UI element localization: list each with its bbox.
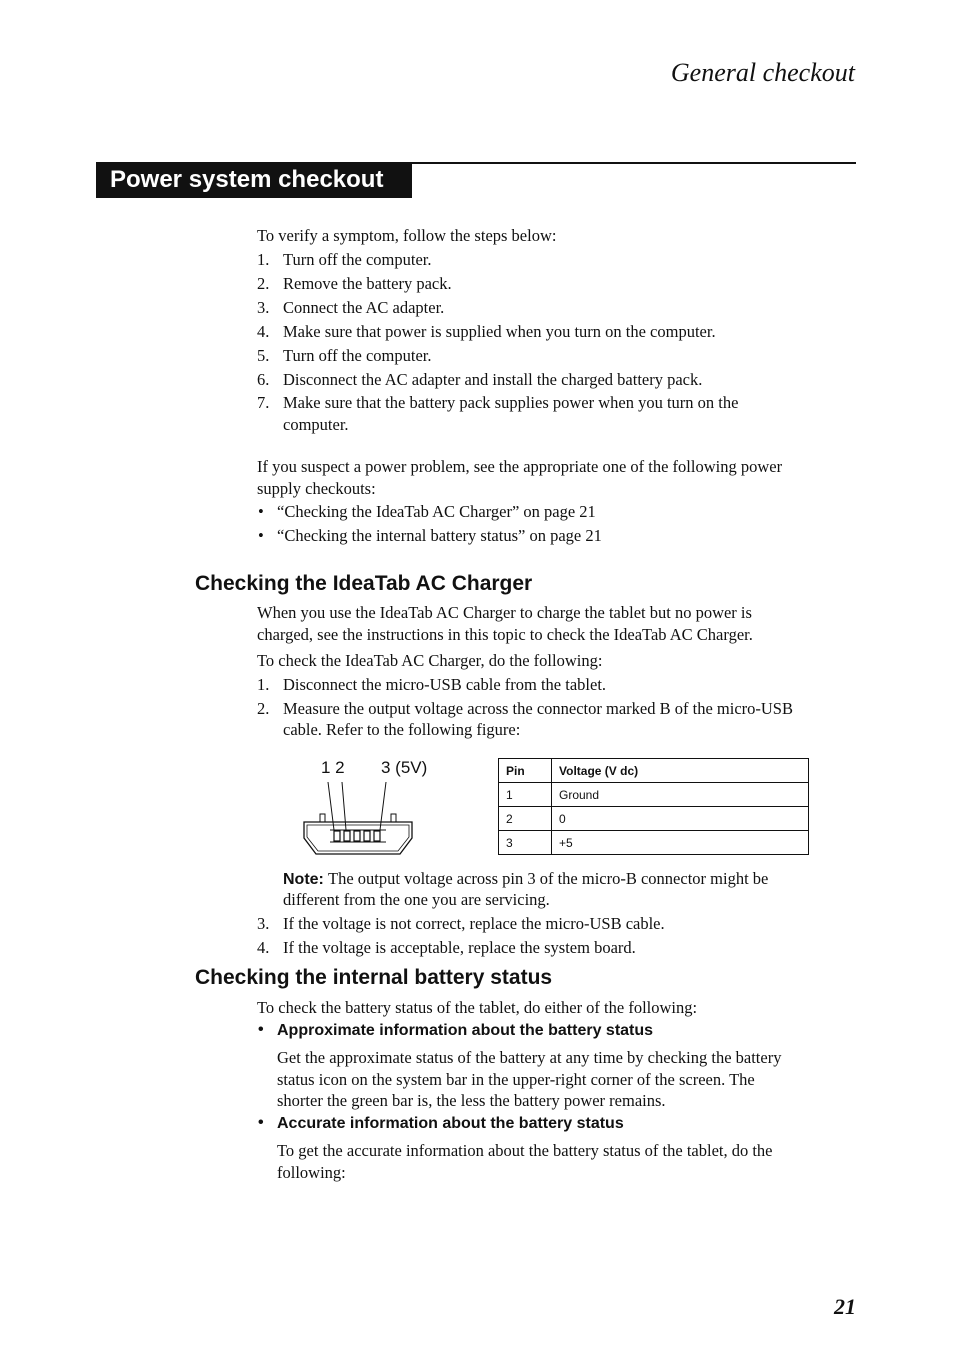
note (283, 868, 768, 891)
subsection-heading: Checking the IdeaTab AC Charger (195, 572, 533, 595)
body-text: shorter the green bar is, the less the battery power remains. (277, 1091, 666, 1110)
note-text: different from the one you are servicing. (283, 890, 550, 909)
pin-2 (344, 831, 350, 841)
step-text: Make sure that the battery pack supplies power when you turn on the (283, 393, 739, 412)
suspect-text: If you suspect a power problem, see the appropriate one of the following power (257, 457, 783, 476)
leader-line (342, 782, 346, 830)
body-text: following: (277, 1163, 346, 1182)
step-text: Remove the battery pack. (283, 274, 452, 293)
bullet-heading: Accurate information about the battery status (277, 1115, 624, 1132)
step-number: 2. (257, 699, 270, 718)
step-number: 3. (257, 298, 270, 317)
micro-usb-connector-diagram (298, 778, 418, 860)
bullet-icon: • (258, 526, 264, 545)
pin-4 (364, 831, 370, 841)
subsection-heading: Checking the internal battery status (195, 966, 553, 989)
body-text: To check the IdeaTab AC Charger, do the following: (257, 651, 603, 670)
note-text: The output voltage across pin 3 of the micro-B connector might be (328, 869, 769, 888)
step-text: cable. Refer to the following figure: (283, 720, 521, 739)
step-number: 1. (257, 675, 270, 694)
pin-voltage-table (498, 758, 809, 855)
body-text: charged, see the instructions in this topic to check the IdeaTab AC Charger. (257, 625, 753, 644)
connector-tab (320, 814, 325, 822)
note-label: Note: (283, 871, 324, 888)
table-header-cell: Pin (499, 759, 552, 783)
bullet-icon: • (258, 1114, 264, 1131)
step-number: 7. (257, 393, 270, 412)
page-number: 21 (834, 1294, 856, 1319)
bullet-icon: • (258, 502, 264, 521)
step-text: Disconnect the AC adapter and install the charged battery pack. (283, 370, 703, 389)
connector-inner-shell (307, 825, 409, 851)
body-text: To get the accurate information about the battery status of the tablet, do the (277, 1141, 773, 1160)
body-text: status icon on the system bar in the upper-right corner of the screen. The (277, 1070, 755, 1089)
section-title: Power system checkout (110, 166, 384, 193)
table-cell: 2 (499, 807, 552, 831)
table-row (499, 807, 809, 831)
bullet-heading: Approximate information about the battery status (277, 1022, 654, 1039)
connector-tab (391, 814, 396, 822)
figure-label-pins: 1 2 (321, 758, 345, 777)
pin-5 (374, 831, 380, 841)
step-text: If the voltage is not correct, replace the micro-USB cable. (283, 914, 665, 933)
step-number: 6. (257, 370, 270, 389)
body-text: When you use the IdeaTab AC Charger to charge the tablet but no power is (257, 603, 752, 622)
pin-3 (354, 831, 360, 841)
table-cell: Ground (552, 783, 809, 807)
table-header-row (499, 759, 809, 783)
table-cell: 3 (499, 831, 552, 855)
connector-shell (304, 822, 412, 854)
table-header-cell: Voltage (V dc) (552, 759, 809, 783)
leader-line (328, 782, 334, 830)
step-number: 4. (257, 938, 270, 957)
step-text: Connect the AC adapter. (283, 298, 445, 317)
table-row (499, 783, 809, 807)
intro-text: To verify a symptom, follow the steps below: (257, 226, 557, 245)
step-number: 2. (257, 274, 270, 293)
running-header-title: General checkout (670, 58, 855, 87)
bullet-icon: • (258, 1021, 264, 1038)
body-text: To check the battery status of the tablet, do either of the following: (257, 998, 698, 1017)
cross-reference-link[interactable]: “Checking the internal battery status” on page 21 (277, 526, 602, 545)
step-number: 3. (257, 914, 270, 933)
step-text: Turn off the computer. (283, 250, 432, 269)
cross-reference-link[interactable]: “Checking the IdeaTab AC Charger” on page 21 (277, 502, 596, 521)
step-number: 1. (257, 250, 270, 269)
leader-line (380, 782, 386, 830)
step-text: If the voltage is acceptable, replace the system board. (283, 938, 636, 957)
step-text: Measure the output voltage across the connector marked B of the micro-USB (283, 699, 793, 718)
header-rule (412, 162, 856, 164)
step-number: 5. (257, 346, 270, 365)
pin-1 (334, 831, 340, 841)
table-cell: 1 (499, 783, 552, 807)
step-number: 4. (257, 322, 270, 341)
step-text: computer. (283, 415, 349, 434)
body-text: Get the approximate status of the battery at any time by checking the battery (277, 1048, 782, 1067)
step-text: Turn off the computer. (283, 346, 432, 365)
table-cell: 0 (552, 807, 809, 831)
table-cell: +5 (552, 831, 809, 855)
suspect-text: supply checkouts: (257, 479, 376, 498)
figure-label-5v: 3 (5V) (381, 758, 428, 777)
step-text: Make sure that power is supplied when you turn on the computer. (283, 322, 716, 341)
table-row (499, 831, 809, 855)
step-text: Disconnect the micro-USB cable from the tablet. (283, 675, 607, 694)
